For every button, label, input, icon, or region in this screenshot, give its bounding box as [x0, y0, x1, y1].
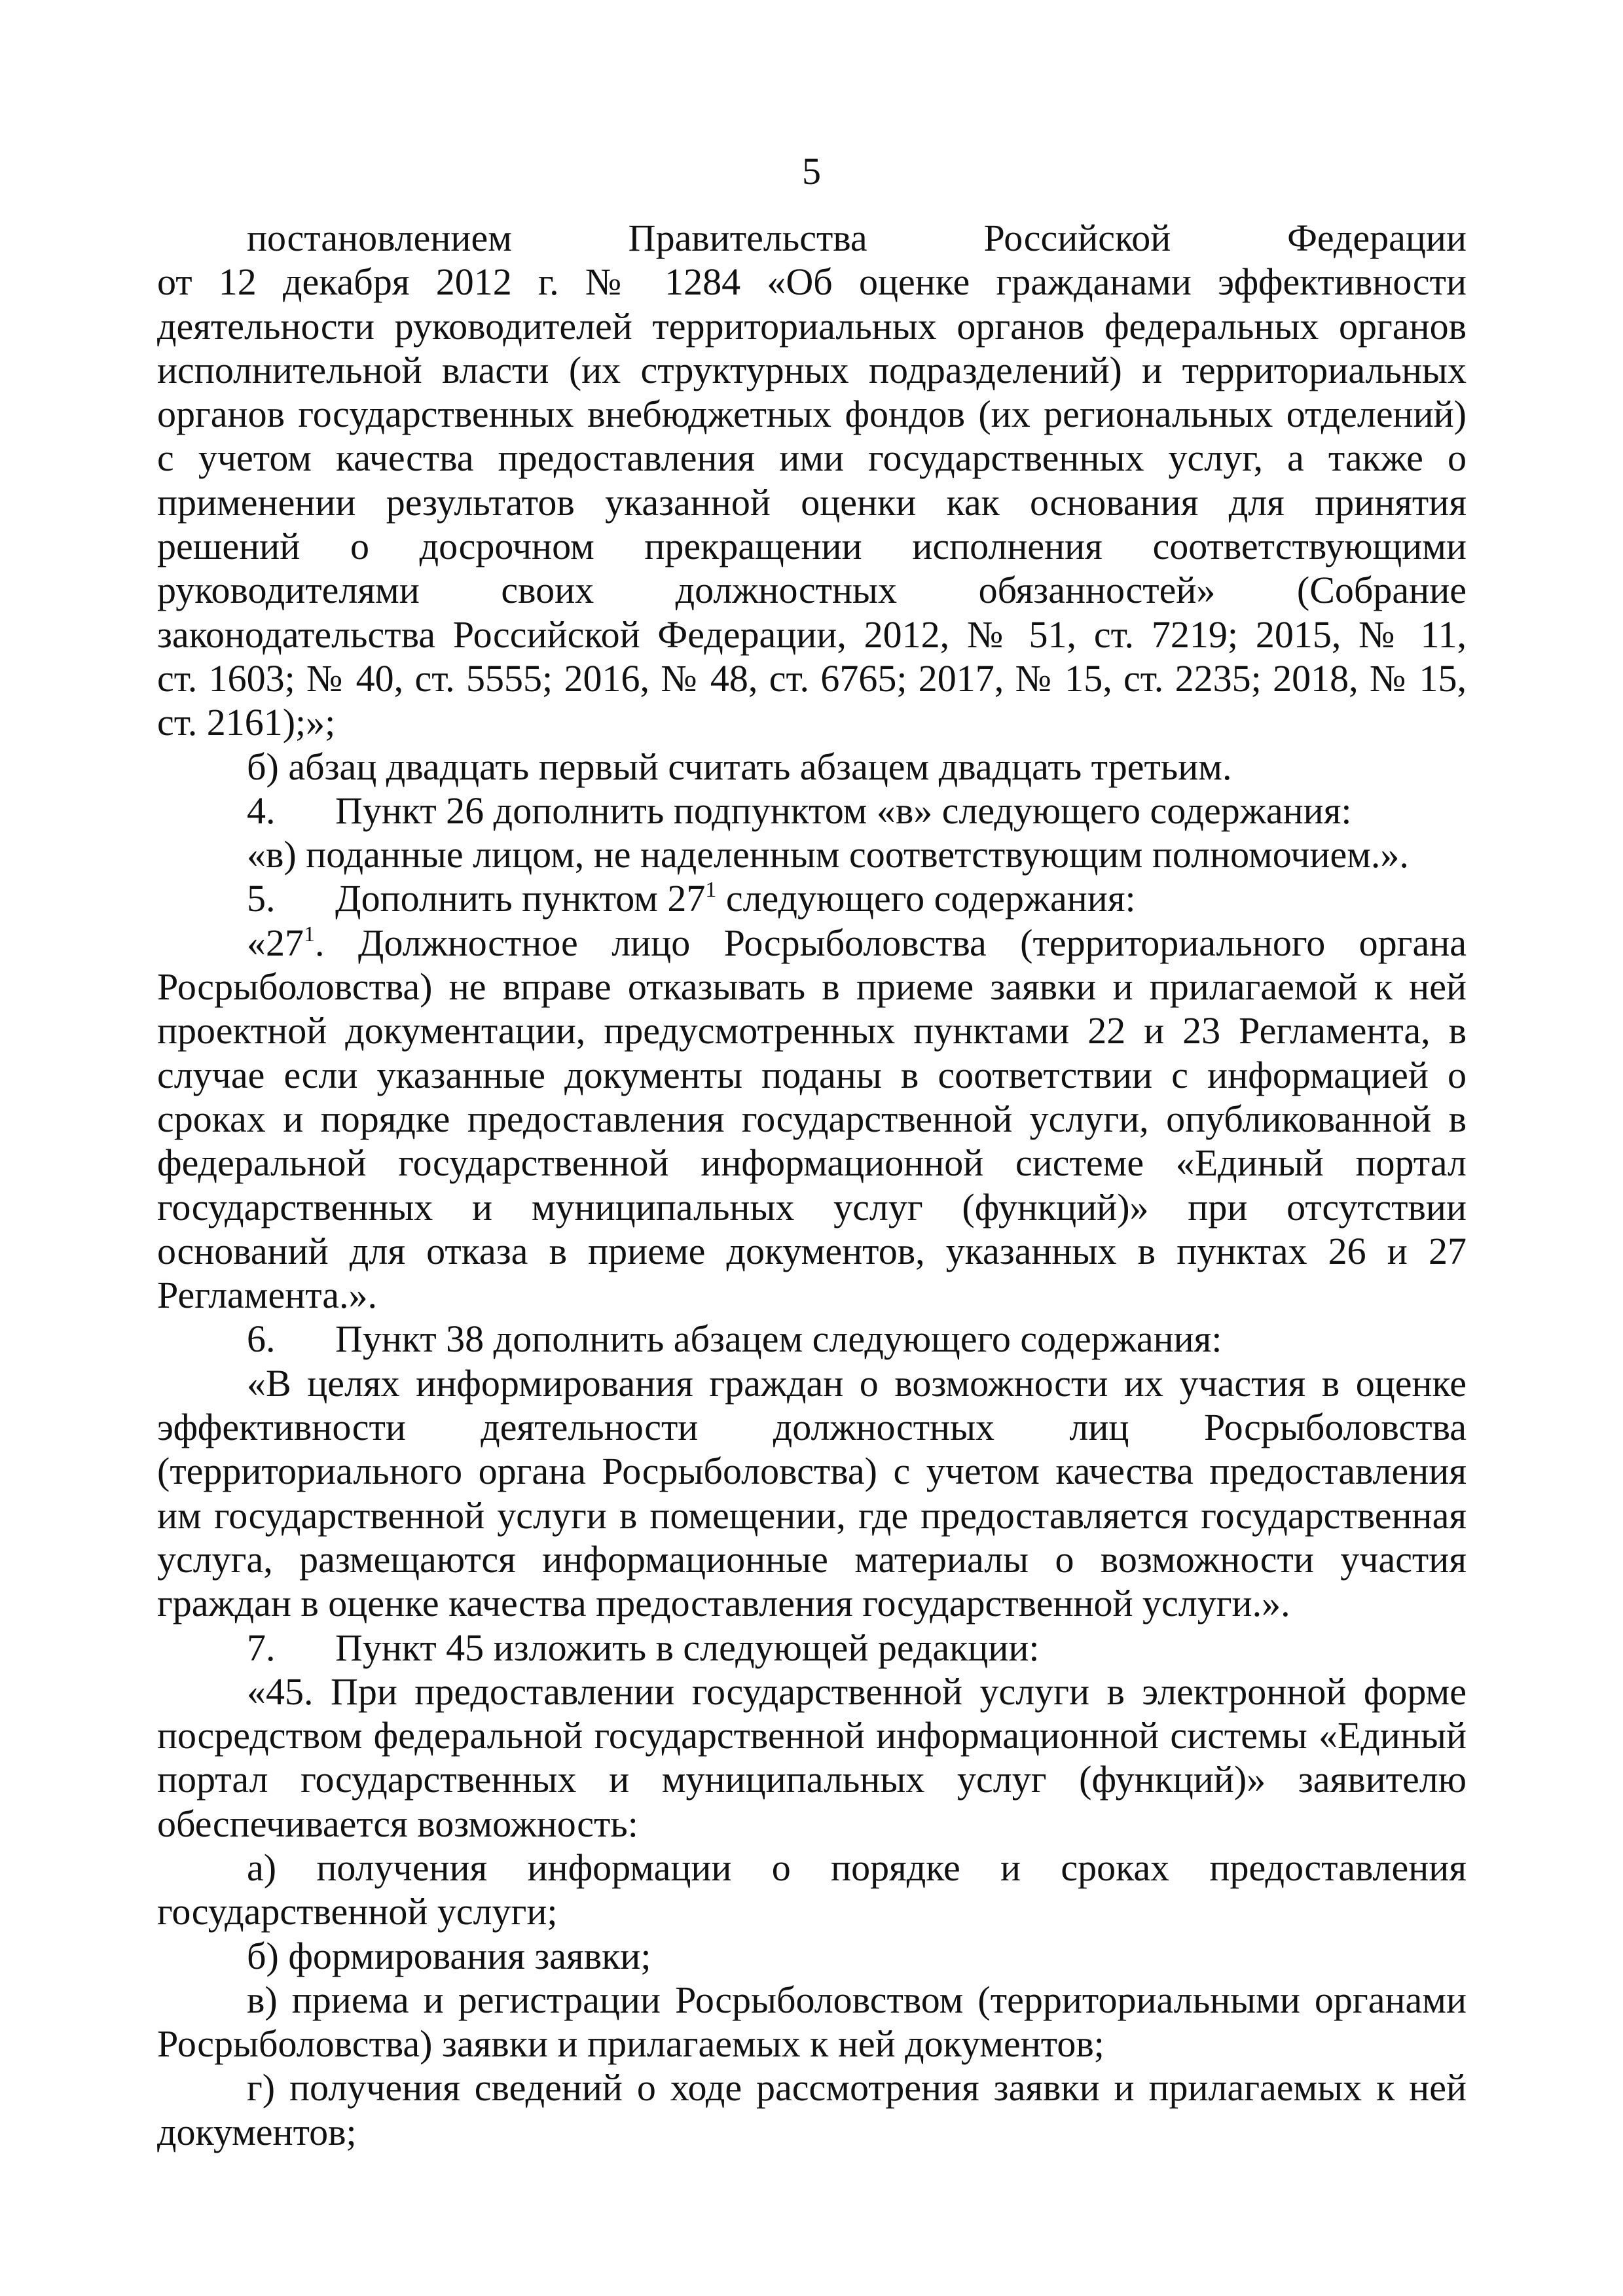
text-line: документов;	[157, 2110, 357, 2153]
item-text: Пункт 45 изложить в следующей редакции:	[335, 1626, 1040, 1669]
text-line: случае если указанные документы поданы в соответствии с информацией о	[157, 1053, 1467, 1096]
text-line: постановлением Правительства Российской Федерации	[247, 217, 1467, 259]
text-line: оснований для отказа в приеме документов, указанных в пунктах 26 и 27	[157, 1229, 1467, 1272]
text-segment: . Должностное лицо Росрыболовства (территориального органа	[315, 921, 1467, 964]
text-line: «в) поданные лицом, не наделенным соответствующим полномочием.».	[247, 833, 1409, 876]
text-line: в) приема и регистрации Росрыболовством (территориальными органами	[247, 1978, 1467, 2021]
text-line: обеспечивается возможность:	[157, 1802, 638, 1845]
text-line: законодательства Российской Федерации, 2012, № 51, ст. 7219; 2015, № 11,	[157, 613, 1467, 656]
text-line: сроках и порядке предоставления государственной услуги, опубликованной в	[157, 1097, 1467, 1140]
text-line: федеральной государственной информационной системе «Единый портал	[157, 1141, 1467, 1185]
text-line: руководителями своих должностных обязанностей» (Собрание	[157, 569, 1467, 612]
text-line: «45. При предоставлении государственной услуги в электронной форме	[247, 1670, 1467, 1713]
text-line: с учетом качества предоставления ими государственных услуг, а также о	[157, 437, 1467, 480]
item-4-line	[157, 789, 1467, 833]
text-line: от 12 декабря 2012 г. № 1284 «Об оценке гражданами эффективности	[157, 260, 1467, 304]
item-5-line	[157, 876, 1467, 920]
item-text: Дополнить пунктом 27	[335, 877, 706, 920]
text-line: ст. 2161);»;	[157, 701, 336, 744]
text-line: Росрыболовства) заявки и прилагаемых к ней документов;	[157, 2022, 1104, 2066]
document-body	[157, 216, 1467, 2154]
text-line: граждан в оценке качества предоставления государственной услуги.».	[157, 1582, 1290, 1625]
text-line: органов государственных внебюджетных фондов (их региональных отделений)	[157, 393, 1467, 436]
text-line: государственной услуги;	[157, 1890, 558, 1933]
item-number: 5.	[247, 877, 276, 920]
text-line	[157, 921, 1467, 965]
text-line: портал государственных и муниципальных услуг (функций)» заявителю	[157, 1758, 1467, 1801]
item-7-line	[157, 1626, 1467, 1670]
text-line: государственных и муниципальных услуг (функций)» при отсутствии	[157, 1185, 1467, 1229]
text-line: (территориального органа Росрыболовства) с учетом качества предоставления	[157, 1450, 1467, 1493]
text-line: Регламента.».	[157, 1274, 378, 1317]
text-line: деятельности руководителей территориальных органов федеральных органов	[157, 304, 1467, 348]
text-line: решений о досрочном прекращении исполнения соответствующими	[157, 525, 1467, 568]
text-line: услуга, размещаются информационные материалы о возможности участия	[157, 1537, 1467, 1581]
text-line: им государственной услуги в помещении, где предоставляется государственная	[157, 1494, 1467, 1537]
text-line: проектной документации, предусмотренных пунктами 22 и 23 Регламента, в	[157, 1009, 1467, 1052]
item-number: 6.	[247, 1318, 276, 1361]
item-text: Пункт 26 дополнить подпунктом «в» следующего содержания:	[335, 789, 1352, 832]
superscript: 1	[705, 878, 717, 903]
item-number: 4.	[247, 789, 276, 832]
text-line: а) получения информации о порядке и сроках предоставления	[247, 1846, 1467, 1889]
page-number: 5	[802, 150, 821, 192]
item-text: Пункт 38 дополнить абзацем следующего содержания:	[335, 1318, 1222, 1361]
text-segment: «27	[247, 921, 304, 964]
item-6-line	[157, 1317, 1467, 1361]
item-number: 7.	[247, 1626, 276, 1669]
text-line: эффективности деятельности должностных лиц Росрыболовства	[157, 1406, 1467, 1449]
text-line: применении результатов указанной оценки как основания для принятия	[157, 480, 1467, 524]
text-line: б) абзац двадцать первый считать абзацем двадцать третьим.	[247, 745, 1232, 788]
text-line: г) получения сведений о ходе рассмотрения заявки и прилагаемых к ней	[247, 2066, 1467, 2109]
text-line: исполнительной власти (их структурных подразделений) и территориальных	[157, 348, 1467, 391]
superscript: 1	[304, 922, 315, 946]
text-line: ст. 1603; № 40, ст. 5555; 2016, № 48, ст. 6765; 2017, № 15, ст. 2235; 2018, № 15,	[157, 656, 1467, 700]
item-text: следующего содержания:	[716, 877, 1136, 920]
text-line: «В целях информирования граждан о возможности их участия в оценке	[247, 1361, 1467, 1405]
text-line: посредством федеральной государственной информационной системы «Единый	[157, 1714, 1467, 1757]
text-line: Росрыболовства) не вправе отказывать в приеме заявки и прилагаемой к ней	[157, 965, 1467, 1009]
text-line: б) формирования заявки;	[247, 1934, 651, 1977]
